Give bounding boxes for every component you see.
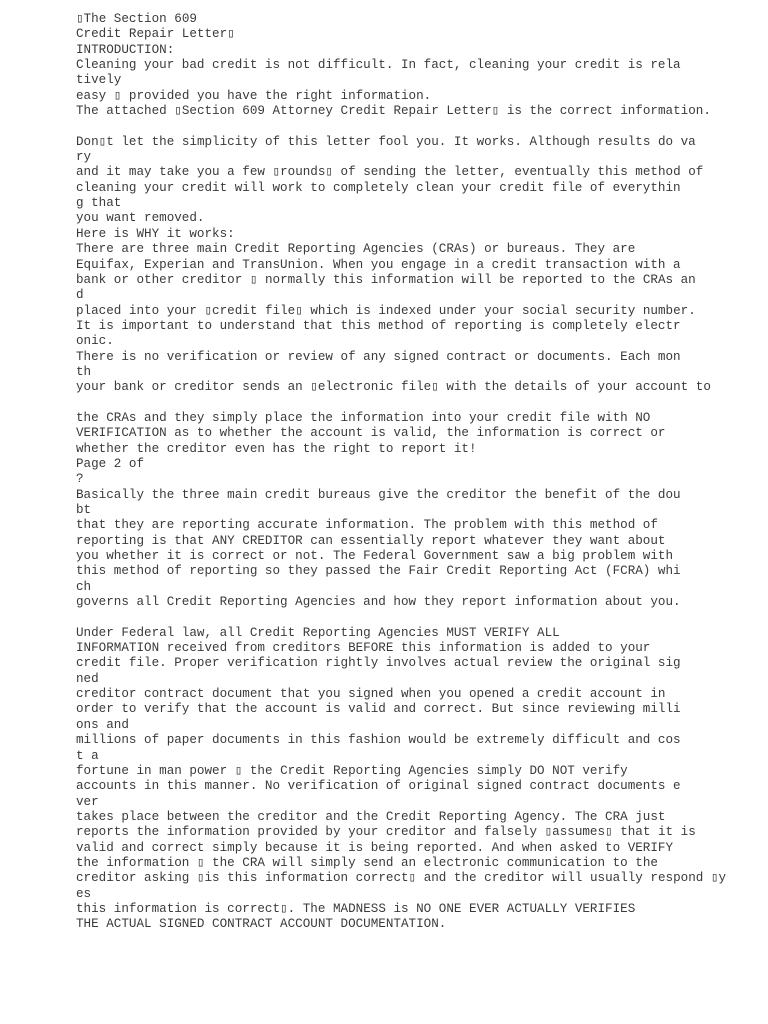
- document-line: the CRAs and they simply place the information into your credit file with NO: [76, 410, 651, 425]
- document-line: es: [76, 886, 92, 901]
- document-line: Cleaning your bad credit is not difficult. In fact, cleaning your credit is rela: [76, 58, 681, 73]
- document-line: valid and correct simply because it is being reported. And when asked to VERIFY: [76, 840, 674, 855]
- document-line: governs all Credit Reporting Agencies and how they report information about you.: [76, 595, 681, 610]
- document-line: t a: [76, 748, 99, 763]
- document-line: the information ▯ the CRA will simply send an electronic communication to the: [76, 855, 658, 870]
- document-line: placed into your ▯credit file▯ which is indexed under your social security number.: [76, 303, 696, 318]
- document-line: you whether it is correct or not. The Federal Government saw a big problem with: [76, 549, 674, 564]
- document-line: ned: [76, 671, 99, 686]
- document-line: bank or other creditor ▯ normally this information will be reported to the CRAs an: [76, 272, 696, 287]
- document-line: There is no verification or review of any signed contract or documents. Each mon: [76, 349, 681, 364]
- document-line: whether the creditor even has the right to report it!: [76, 441, 477, 456]
- document-line: INTRODUCTION:: [76, 42, 175, 57]
- document-line: d: [76, 288, 84, 303]
- document-line: and it may take you a few ▯rounds▯ of sending the letter, eventually this method of: [76, 165, 704, 180]
- document-line: Equifax, Experian and TransUnion. When you engage in a credit transaction with a: [76, 257, 681, 272]
- document-line: ry: [76, 150, 92, 165]
- document-line: Don▯t let the simplicity of this letter fool you. It works. Although results do va: [76, 134, 696, 149]
- document-line: easy ▯ provided you have the right information.: [76, 88, 432, 103]
- document-line: bt: [76, 503, 92, 517]
- document-line: credit file. Proper verification rightly involves actual review the original sig: [76, 656, 681, 671]
- document-line: [76, 119, 726, 134]
- document-line: takes place between the creditor and the Credit Reporting Agency. The CRA just: [76, 809, 666, 824]
- document-line: ?: [76, 472, 84, 487]
- document-line: cleaning your credit will work to completely clean your credit file of everythin: [76, 180, 681, 195]
- document-line: Here is WHY it works:: [76, 226, 235, 241]
- document-line: reports the information provided by your creditor and falsely ▯assumes▯ that it is: [76, 825, 696, 840]
- document-line: VERIFICATION as to whether the account is valid, the information is correct or: [76, 426, 666, 441]
- document-line: creditor asking ▯is this information correct▯ and the creditor will usually respond ▯y: [76, 871, 727, 886]
- document-line: your bank or creditor sends an ▯electronic file▯ with the details of your account to: [76, 380, 711, 395]
- document-line: THE ACTUAL SIGNED CONTRACT ACCOUNT DOCUMENTATION.: [76, 917, 447, 932]
- document-line: ▯The Section 609: [76, 12, 197, 26]
- document-line: ons and: [76, 717, 129, 732]
- document-line: There are three main Credit Reporting Agencies (CRAs) or bureaus. They are: [76, 242, 636, 257]
- document-line: you want removed.: [76, 211, 205, 226]
- document-line: It is important to understand that this method of reporting is completely electr: [76, 318, 681, 333]
- document-line: accounts in this manner. No verification of original signed contract documents e: [76, 779, 681, 794]
- document-line: Credit Repair Letter▯: [76, 27, 235, 42]
- document-body: [76, 12, 726, 933]
- document-line: this information is correct▯. The MADNESS is NO ONE EVER ACTUALLY VERIFIES: [76, 901, 636, 916]
- document-line: Under Federal law, all Credit Reporting Agencies MUST VERIFY ALL: [76, 625, 560, 640]
- document-line: ch: [76, 579, 92, 594]
- document-line: [76, 396, 726, 411]
- document-line: this method of reporting so they passed the Fair Credit Reporting Act (FCRA) whi: [76, 564, 681, 579]
- document-line: creditor contract document that you signed when you opened a credit account in: [76, 687, 666, 702]
- document-line: reporting is that ANY CREDITOR can essentially report whatever they want about: [76, 533, 666, 548]
- document-line: onic.: [76, 334, 114, 349]
- document-line: Basically the three main credit bureaus give the creditor the benefit of the dou: [76, 487, 681, 502]
- document-line: fortune in man power ▯ the Credit Reporting Agencies simply DO NOT verify: [76, 763, 628, 778]
- document-line: [76, 610, 726, 625]
- document-line: g that: [76, 196, 122, 211]
- document-line: ver: [76, 794, 99, 809]
- document-line: Page 2 of: [76, 456, 145, 471]
- document-line: millions of paper documents in this fashion would be extremely difficult and cos: [76, 733, 681, 748]
- document-line: th: [76, 364, 92, 379]
- document-line: that they are reporting accurate information. The problem with this method of: [76, 518, 658, 533]
- document-line: The attached ▯Section 609 Attorney Credit Repair Letter▯ is the correct information.: [76, 104, 711, 119]
- document-line: tively: [76, 73, 122, 88]
- document-line: INFORMATION received from creditors BEFORE this information is added to your: [76, 641, 651, 656]
- document-line: order to verify that the account is valid and correct. But since reviewing milli: [76, 702, 681, 717]
